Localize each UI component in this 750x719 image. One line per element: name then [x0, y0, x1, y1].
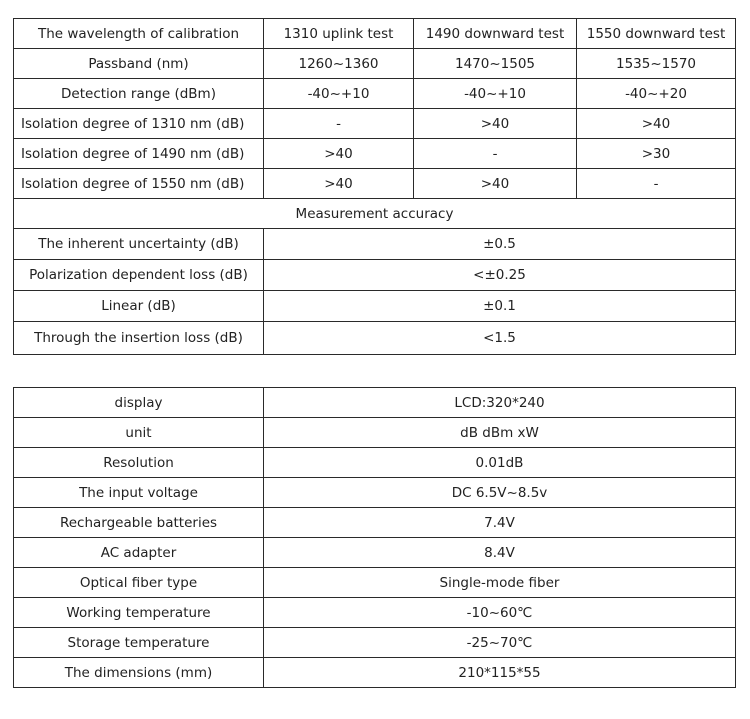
general-spec-table [13, 387, 736, 688]
row-value: 1470~1505 [414, 49, 577, 79]
row-value: 0.01dB [264, 448, 736, 478]
row-value: ±0.5 [264, 229, 736, 260]
table-row [14, 478, 736, 508]
table-row [14, 229, 736, 260]
row-value: ±0.1 [264, 291, 736, 322]
row-label: Linear (dB) [14, 291, 264, 322]
header-1310-cell: 1310 uplink test [264, 19, 414, 49]
row-value: Single-mode fiber [264, 568, 736, 598]
row-label: display [14, 388, 264, 418]
row-label: Passband (nm) [14, 49, 264, 79]
row-label: Through the insertion loss (dB) [14, 322, 264, 355]
table-row [14, 49, 736, 79]
row-value: <±0.25 [264, 260, 736, 291]
row-label: Isolation degree of 1490 nm (dB) [14, 139, 264, 169]
row-value: - [264, 109, 414, 139]
row-value: -40~+20 [577, 79, 736, 109]
measurement-accuracy-heading: Measurement accuracy [14, 199, 736, 229]
row-value: 1260~1360 [264, 49, 414, 79]
row-label: Optical fiber type [14, 568, 264, 598]
table-row [14, 79, 736, 109]
row-label: Polarization dependent loss (dB) [14, 260, 264, 291]
row-label: The input voltage [14, 478, 264, 508]
row-value: >40 [577, 109, 736, 139]
header-label-cell: The wavelength of calibration [14, 19, 264, 49]
table-row [14, 139, 736, 169]
row-value: - [414, 139, 577, 169]
row-value: >40 [414, 169, 577, 199]
section-heading-row [14, 199, 736, 229]
row-label: The inherent uncertainty (dB) [14, 229, 264, 260]
table-row [14, 260, 736, 291]
row-label: The dimensions (mm) [14, 658, 264, 688]
row-value: >40 [264, 139, 414, 169]
row-value: <1.5 [264, 322, 736, 355]
row-value: -25~70℃ [264, 628, 736, 658]
row-value: >30 [577, 139, 736, 169]
table-row [14, 388, 736, 418]
header-1490-cell: 1490 downward test [414, 19, 577, 49]
row-label: Working temperature [14, 598, 264, 628]
table-row [14, 568, 736, 598]
row-value: 8.4V [264, 538, 736, 568]
table-row [14, 322, 736, 355]
row-value: - [577, 169, 736, 199]
calibration-spec-table [13, 18, 736, 355]
row-label: unit [14, 418, 264, 448]
row-value: >40 [414, 109, 577, 139]
row-value: 210*115*55 [264, 658, 736, 688]
table-row [14, 658, 736, 688]
table-row [14, 291, 736, 322]
row-value: -10~60℃ [264, 598, 736, 628]
table-row [14, 448, 736, 478]
row-value: >40 [264, 169, 414, 199]
table-row [14, 418, 736, 448]
row-value: 7.4V [264, 508, 736, 538]
table-row [14, 598, 736, 628]
table-header-row [14, 19, 736, 49]
header-1550-cell: 1550 downward test [577, 19, 736, 49]
row-value: DC 6.5V~8.5v [264, 478, 736, 508]
table-row [14, 508, 736, 538]
row-label: Rechargeable batteries [14, 508, 264, 538]
row-label: Storage temperature [14, 628, 264, 658]
row-label: Isolation degree of 1550 nm (dB) [14, 169, 264, 199]
table-row [14, 628, 736, 658]
table-row [14, 169, 736, 199]
row-label: Isolation degree of 1310 nm (dB) [14, 109, 264, 139]
row-value: LCD:320*240 [264, 388, 736, 418]
table-row [14, 538, 736, 568]
row-label: Resolution [14, 448, 264, 478]
row-label: Detection range (dBm) [14, 79, 264, 109]
row-value: -40~+10 [414, 79, 577, 109]
row-value: dB dBm xW [264, 418, 736, 448]
row-value: 1535~1570 [577, 49, 736, 79]
row-label: AC adapter [14, 538, 264, 568]
table-row [14, 109, 736, 139]
row-value: -40~+10 [264, 79, 414, 109]
